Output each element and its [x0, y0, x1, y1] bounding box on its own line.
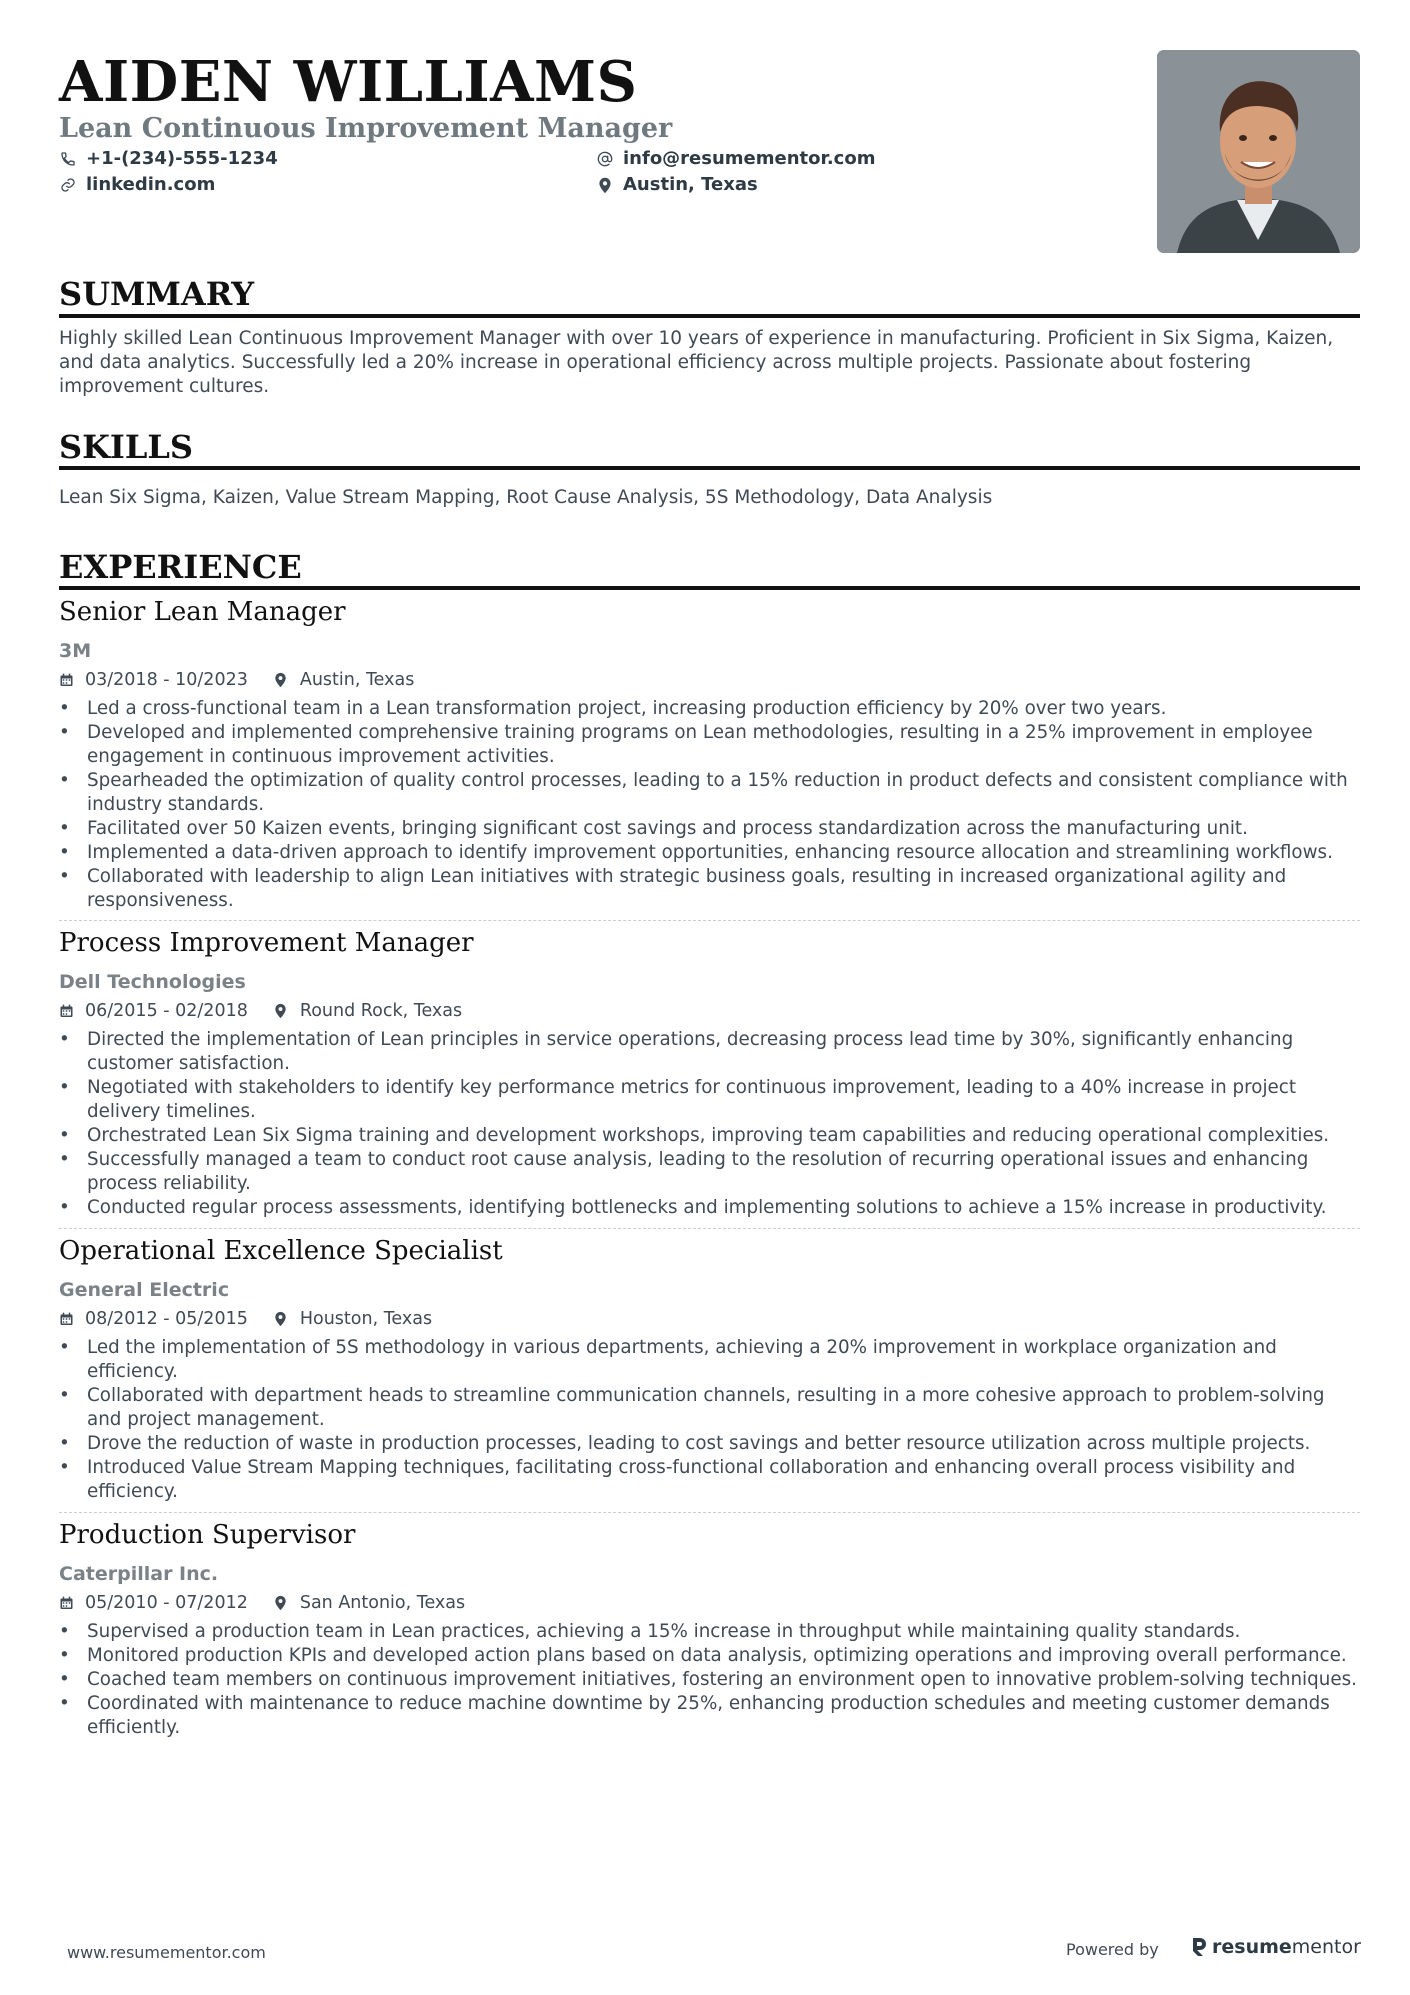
- candidate-name: AIDEN WILLIAMS: [59, 49, 638, 115]
- job-separator: [59, 1228, 1360, 1229]
- job-title: Process Improvement Manager: [59, 928, 474, 958]
- list-item: • Negotiated with stakeholders to identify key performance metrics for continuous improvement, leading to a 40% increase in project delivery timelines.: [59, 1076, 1363, 1124]
- job-company: Dell Technologies: [59, 971, 246, 993]
- phone-text: +1-(234)-555-1234: [86, 148, 278, 169]
- list-item: • Drove the reduction of waste in production processes, leading to cost savings and better resource utilization across multiple projects.: [59, 1432, 1363, 1456]
- list-item: • Monitored production KPIs and developed action plans based on data analysis, optimizing operations and improving overall performance.: [59, 1644, 1363, 1668]
- at-icon: [596, 150, 614, 168]
- job-bullets: [59, 1028, 1363, 1220]
- job-location: Round Rock, Texas: [299, 1001, 463, 1021]
- calendar-icon: [59, 672, 76, 689]
- profile-photo: [1157, 50, 1360, 253]
- list-item: • Orchestrated Lean Six Sigma training and development workshops, improving team capabilities and reducing operational complexities.: [59, 1124, 1363, 1148]
- job-company: Caterpillar Inc.: [59, 1563, 219, 1585]
- job-meta: [59, 1592, 465, 1614]
- location-text: Austin, Texas: [623, 174, 758, 195]
- portrait-illustration: [1157, 50, 1360, 253]
- job-bullets: [59, 1620, 1363, 1740]
- contact-email[interactable]: [596, 147, 875, 171]
- list-item: • Developed and implemented comprehensive training programs on Lean methodologies, resulting in a 25% improvement in employee engagement in continuous improvement activities.: [59, 721, 1363, 769]
- brand-logo[interactable]: [1190, 1936, 1361, 1958]
- location-pin-icon: [274, 672, 291, 689]
- contact-phone: [59, 147, 278, 171]
- footer-url[interactable]: www.resumementor.com: [67, 1943, 266, 1962]
- summary-text: Highly skilled Lean Continuous Improvement Manager with over 10 years of experience in manufacturing. Proficient in Six Sigma, Kaizen, and data analytics. Successfully led a 20% increase in operational efficiency across multiple projects. Passionate about fostering improvement cultures.: [59, 328, 1334, 397]
- list-item: • Collaborated with department heads to streamline communication channels, resulting in a more cohesive approach to problem-solving and project management.: [59, 1384, 1363, 1432]
- link-icon: [59, 176, 77, 194]
- location-pin-icon: [274, 1003, 291, 1020]
- list-item: • Coordinated with maintenance to reduce machine downtime by 25%, enhancing production schedules and meeting customer demands efficiently.: [59, 1692, 1363, 1740]
- email-text[interactable]: info@resumementor.com: [623, 148, 876, 169]
- brand-name-bold: resume: [1212, 1936, 1292, 1958]
- job-company: 3M: [59, 640, 92, 662]
- linkedin-text[interactable]: linkedin.com: [86, 174, 216, 195]
- job-location: San Antonio, Texas: [299, 1593, 466, 1613]
- job-dates: 06/2015 - 02/2018: [85, 1001, 248, 1021]
- list-item: • Collaborated with leadership to align Lean initiatives with strategic business goals, resulting in increased organizational agility and responsiveness.: [59, 865, 1363, 913]
- job-title: Production Supervisor: [59, 1520, 356, 1550]
- skills-heading: SKILLS: [59, 428, 193, 466]
- powered-by-label: Powered by: [1066, 1940, 1159, 1959]
- job-bullets: [59, 697, 1363, 913]
- list-item: • Spearheaded the optimization of quality control processes, leading to a 15% reduction in product defects and consistent compliance with industry standards.: [59, 769, 1363, 817]
- list-item: • Directed the implementation of Lean principles in service operations, decreasing process lead time by 30%, significantly enhancing customer satisfaction.: [59, 1028, 1363, 1076]
- list-item: • Introduced Value Stream Mapping techniques, facilitating cross-functional collaboration and enhancing overall process visibility and efficiency.: [59, 1456, 1363, 1504]
- job-location: Austin, Texas: [299, 670, 415, 690]
- candidate-title: Lean Continuous Improvement Manager: [59, 113, 673, 144]
- job-dates: 03/2018 - 10/2023: [85, 670, 248, 690]
- list-item: • Facilitated over 50 Kaizen events, bringing significant cost savings and process standardization across the manufacturing unit.: [59, 817, 1363, 841]
- list-item: • Successfully managed a team to conduct root cause analysis, leading to the resolution of recurring operational issues and enhancing process reliability.: [59, 1148, 1363, 1196]
- contact-location: [596, 173, 758, 197]
- job-meta: [59, 669, 414, 691]
- list-item: • Conducted regular process assessments, identifying bottlenecks and implementing solutions to achieve a 15% increase in productivity.: [59, 1196, 1363, 1220]
- brand-name-light: mentor: [1291, 1936, 1361, 1958]
- brand-mark-icon: [1190, 1936, 1207, 1958]
- phone-icon: [59, 150, 77, 168]
- calendar-icon: [59, 1311, 76, 1328]
- calendar-icon: [59, 1595, 76, 1612]
- location-pin-icon: [274, 1311, 291, 1328]
- list-item: • Coached team members on continuous improvement initiatives, fostering an environment open to innovative problem-solving techniques.: [59, 1668, 1363, 1692]
- job-bullets: [59, 1336, 1363, 1504]
- experience-divider: [59, 586, 1360, 590]
- skills-divider: [59, 466, 1360, 470]
- list-item: • Supervised a production team in Lean practices, achieving a 15% increase in throughput while maintaining quality standards.: [59, 1620, 1363, 1644]
- job-title: Senior Lean Manager: [59, 597, 346, 627]
- skills-text: Lean Six Sigma, Kaizen, Value Stream Mapping, Root Cause Analysis, 5S Methodology, Data Analysis: [59, 487, 993, 508]
- job-title: Operational Excellence Specialist: [59, 1236, 503, 1266]
- job-dates: 05/2010 - 07/2012: [85, 1593, 248, 1613]
- list-item: • Implemented a data-driven approach to identify improvement opportunities, enhancing resource allocation and streamlining workflows.: [59, 841, 1363, 865]
- job-meta: [59, 1308, 432, 1330]
- contact-linkedin[interactable]: [59, 173, 215, 197]
- job-company: General Electric: [59, 1279, 230, 1301]
- calendar-icon: [59, 1003, 76, 1020]
- location-pin-icon: [274, 1595, 291, 1612]
- experience-heading: EXPERIENCE: [59, 548, 302, 586]
- list-item: • Led the implementation of 5S methodology in various departments, achieving a 20% improvement in workplace organization and efficiency.: [59, 1336, 1363, 1384]
- summary-heading: SUMMARY: [59, 275, 255, 313]
- job-separator: [59, 920, 1360, 921]
- list-item: • Led a cross-functional team in a Lean transformation project, increasing production efficiency by 20% over two years.: [59, 697, 1363, 721]
- job-location: Houston, Texas: [299, 1309, 433, 1329]
- location-pin-icon: [596, 176, 614, 194]
- job-dates: 08/2012 - 05/2015: [85, 1309, 248, 1329]
- job-separator: [59, 1512, 1360, 1513]
- job-meta: [59, 1000, 462, 1022]
- summary-divider: [59, 314, 1360, 318]
